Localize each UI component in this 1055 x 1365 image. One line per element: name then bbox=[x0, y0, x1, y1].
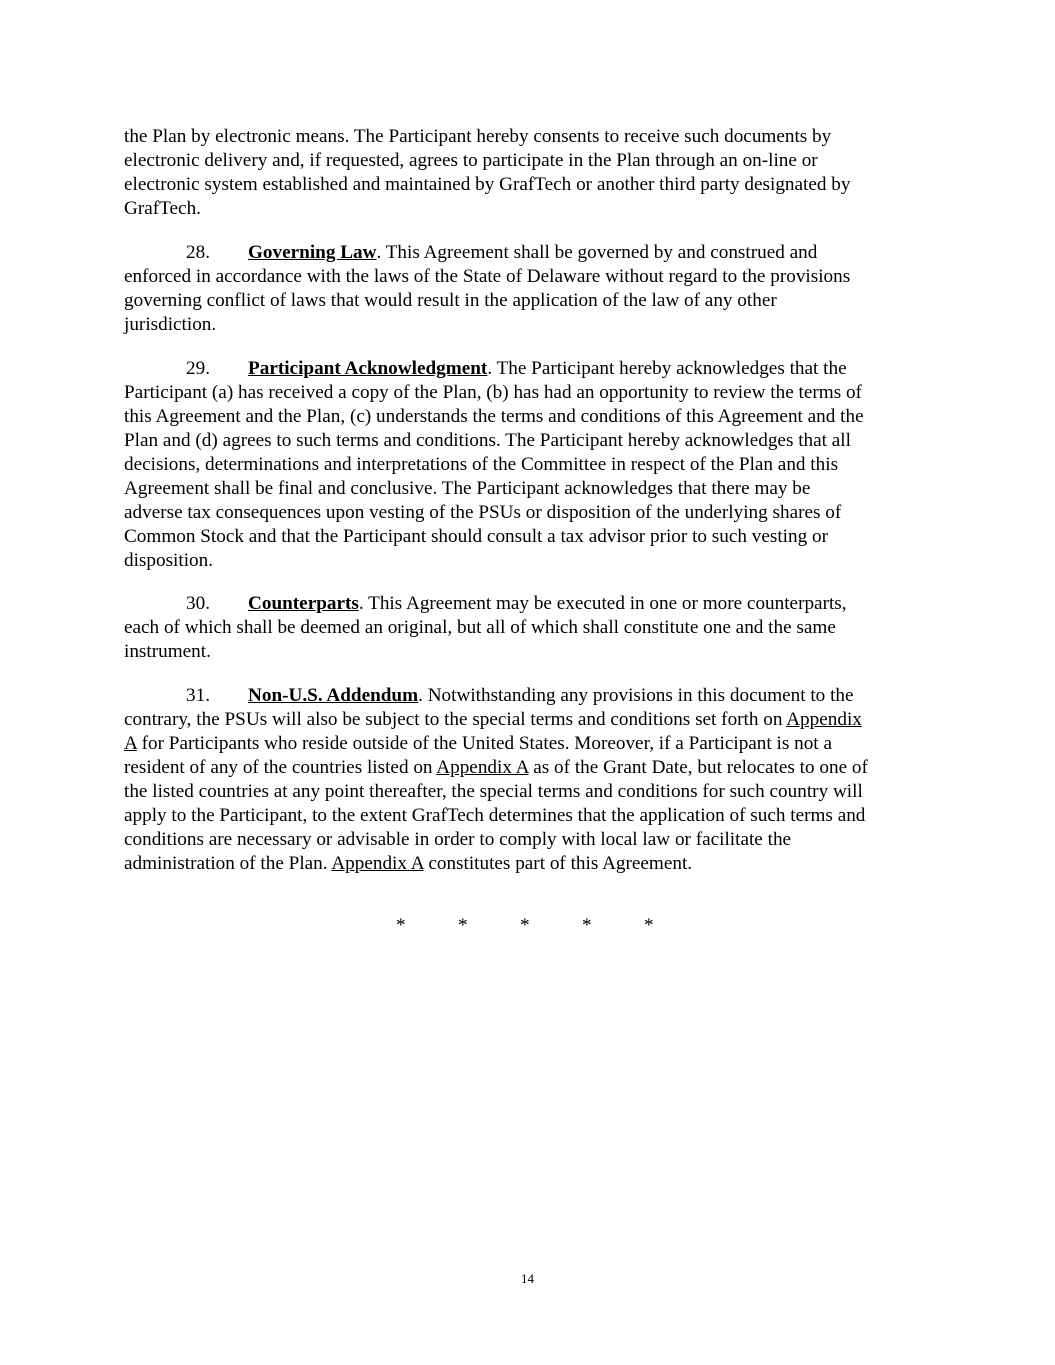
appendix-a-link[interactable]: Appendix A bbox=[331, 853, 424, 874]
section-line: disposition. bbox=[124, 550, 214, 571]
section-text: as of the Grant Date, but relocates to one of bbox=[528, 757, 868, 778]
section-text: . This Agreement may be executed in one or more counterparts, bbox=[358, 593, 847, 614]
intro-line: GrafTech. bbox=[124, 198, 201, 219]
section-line: Common Stock and that the Participant should consult a tax advisor prior to such vesting or bbox=[124, 526, 828, 547]
intro-paragraph bbox=[124, 125, 934, 221]
section-line: the listed countries at any point thereafter, the special terms and conditions for such country will bbox=[124, 781, 863, 802]
section-text: . The Participant hereby acknowledges that the bbox=[487, 358, 847, 379]
star: * bbox=[520, 915, 530, 936]
section-heading: Participant Acknowledgment bbox=[248, 358, 488, 379]
section-line: each of which shall be deemed an original, but all of which shall constitute one and the same bbox=[124, 617, 836, 638]
section-line: decisions, determinations and interpretations of the Committee in respect of the Plan and this bbox=[124, 454, 839, 475]
section-text: administration of the Plan. bbox=[124, 853, 332, 874]
separator-stars bbox=[396, 914, 706, 938]
section-line: conditions are necessary or advisable in order to comply with local law or facilitate the bbox=[124, 829, 792, 850]
section-28 bbox=[124, 241, 934, 337]
section-29 bbox=[124, 357, 934, 573]
section-line: Participant (a) has received a copy of the Plan, (b) has had an opportunity to review the terms of bbox=[124, 382, 862, 403]
section-heading: Non-U.S. Addendum bbox=[248, 685, 419, 706]
appendix-a-link[interactable]: Appendix bbox=[786, 709, 862, 730]
section-text: . This Agreement shall be governed by and construed and bbox=[376, 242, 818, 263]
section-line: governing conflict of laws that would result in the application of the law of any other bbox=[124, 290, 777, 311]
section-number: 28. bbox=[186, 242, 210, 263]
page-number: 14 bbox=[521, 1271, 534, 1286]
section-line: enforced in accordance with the laws of the State of Delaware without regard to the provisions bbox=[124, 266, 851, 287]
section-line: instrument. bbox=[124, 641, 211, 662]
appendix-a-link[interactable]: A bbox=[124, 733, 137, 754]
section-line: adverse tax consequences upon vesting of the PSUs or disposition of the underlying shares of bbox=[124, 502, 842, 523]
star: * bbox=[644, 915, 654, 936]
section-30 bbox=[124, 592, 934, 664]
star: * bbox=[396, 915, 406, 936]
star: * bbox=[582, 915, 592, 936]
star: * bbox=[458, 915, 468, 936]
section-number: 30. bbox=[186, 593, 210, 614]
section-heading: Counterparts bbox=[248, 593, 359, 614]
appendix-a-link[interactable]: Appendix A bbox=[436, 757, 529, 778]
section-31 bbox=[124, 684, 934, 876]
intro-line: electronic system established and maintained by GrafTech or another third party designated by bbox=[124, 174, 851, 195]
section-text: contrary, the PSUs will also be subject to the special terms and conditions set forth on bbox=[124, 709, 787, 730]
section-text: . Notwithstanding any provisions in this document to the bbox=[418, 685, 854, 706]
section-heading: Governing Law bbox=[248, 242, 377, 263]
intro-line: electronic delivery and, if requested, agrees to participate in the Plan through an on-line or bbox=[124, 150, 818, 171]
section-text: constitutes part of this Agreement. bbox=[423, 853, 693, 874]
section-number: 31. bbox=[186, 685, 210, 706]
section-line: Plan and (d) agrees to such terms and conditions. The Participant hereby acknowledges that all bbox=[124, 430, 851, 451]
section-text: for Participants who reside outside of the United States. Moreover, if a Participant is not a bbox=[136, 733, 832, 754]
section-number: 29. bbox=[186, 358, 210, 379]
section-line: Agreement shall be final and conclusive. The Participant acknowledges that there may be bbox=[124, 478, 811, 499]
section-line: apply to the Participant, to the extent GrafTech determines that the application of such terms and bbox=[124, 805, 866, 826]
section-line: jurisdiction. bbox=[124, 314, 217, 335]
intro-line: the Plan by electronic means. The Participant hereby consents to receive such documents by bbox=[124, 126, 832, 147]
section-line: this Agreement and the Plan, (c) understands the terms and conditions of this Agreement and the bbox=[124, 406, 864, 427]
section-text: resident of any of the countries listed on bbox=[124, 757, 437, 778]
